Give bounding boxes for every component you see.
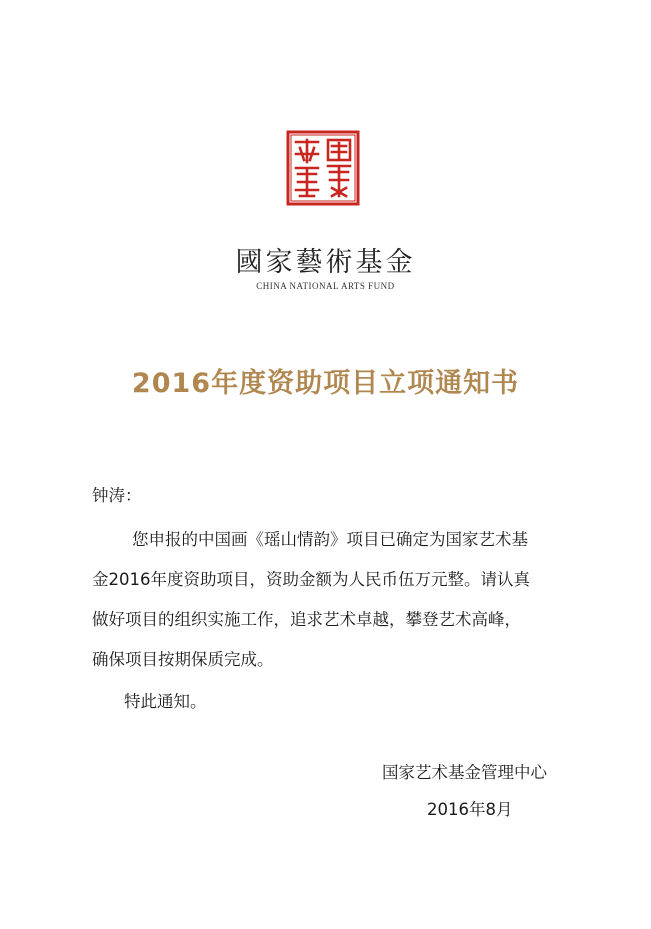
paragraph-main <box>92 520 568 680</box>
signature-organization: 国家艺术基金管理中心 <box>382 763 547 782</box>
closing-paragraph <box>92 682 568 722</box>
org-name-english: CHINA NATIONAL ARTS FUND <box>256 281 395 291</box>
document-title: 2016年度资助项目立项通知书 <box>131 368 520 399</box>
document-date: 2016年8月 <box>427 800 513 819</box>
closing-line: 特此通知。 <box>124 692 207 711</box>
paragraph-line: 金2016年度资助项目，资助金额为人民币伍万元整。请认真 <box>92 570 530 589</box>
paragraph-line: 做好项目的组织实施工作，追求艺术卓越，攀登艺术高峰， <box>92 610 521 629</box>
fund-seal-logo <box>286 130 360 206</box>
org-name-chinese: 國家藝術基金 <box>235 247 416 278</box>
paragraph-line: 您申报的中国画《瑶山情韵》项目已确定为国家艺术基 <box>132 530 528 549</box>
paragraph-line: 确保项目按期保质完成。 <box>92 650 274 669</box>
salutation: 钟涛： <box>92 486 142 505</box>
